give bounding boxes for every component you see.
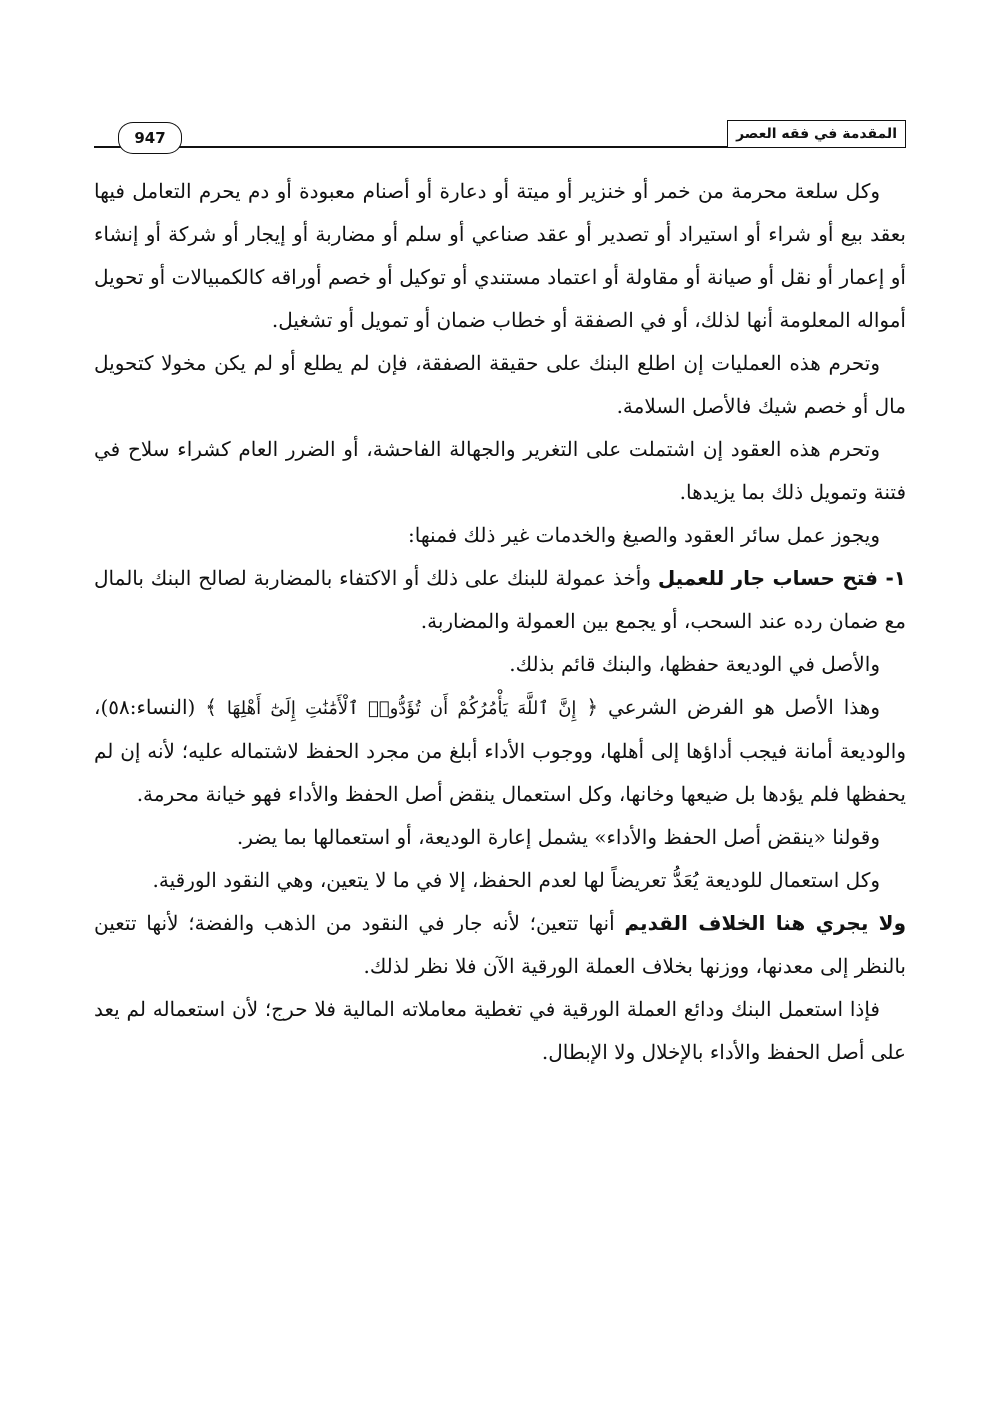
old-dispute-heading: ولا يجري هنا الخلاف القديم — [624, 911, 906, 935]
paragraph-paper-currency: فإذا استعمل البنك ودائع العملة الورقية في تغطية معاملاته المالية فلا حرج؛ لأن استعماله لم يعد على أصل الحفظ والأداء بالإخلال ولا الإبطال. — [94, 997, 906, 1064]
page-body — [94, 170, 906, 1074]
paragraph-permitted-intro: ويجوز عمل سائر العقود والصيغ والخدمات غير ذلك فمنها: — [407, 523, 880, 547]
old-dispute-text: أنها تتعين؛ لأنه جار في النقود من الذهب والفضة؛ لأنها تتعين بالنظر إلى معدنها، ووزنها بخلاف العملة الورقية الآن فلا نظر لذلك. — [94, 911, 906, 978]
sharia-duty-intro: وهذا الأصل هو الفرض الشرعي — [598, 695, 880, 719]
paragraph-deposit-principle: والأصل في الوديعة حفظها، والبنك قائم بذلك. — [509, 652, 880, 676]
paragraph-forbidden-contracts: وتحرم هذه العقود إن اشتملت على التغرير والجهالة الفاحشة، أو الضرر العام كشراء سلاح في فتنة وتمويل ذلك بما يزيدها. — [94, 437, 906, 504]
paragraph-sharia-duty — [94, 686, 906, 816]
paragraph-our-saying: وقولنا «ينقض أصل الحفظ والأداء» يشمل إعارة الوديعة، أو استعمالها بما يضر. — [236, 825, 880, 849]
paragraph-old-dispute — [94, 902, 906, 988]
quran-verse: إِنَّ ٱللَّهَ يَأْمُرُكُمْ أَن تُؤَدُّوا۟ ٱلْأَمَٰنَٰتِ إِلَىٰٓ أَهْلِهَا — [226, 698, 577, 719]
current-account-text: وأخذ عمولة للبنك على ذلك أو الاكتفاء بالمضاربة لصالح البنك بالمال مع ضمان رده عند السحب، أو يجمع بين العمولة والمضاربة. — [94, 566, 906, 633]
page-number: 947 — [118, 122, 182, 154]
paragraph-forbidden-goods: وكل سلعة محرمة من خمر أو خنزير أو ميتة أو دعارة أو أصنام معبودة أو دم يحرم التعامل فيها بعقد بيع أو شراء أو استيراد أو تصدير أو عقد صناعي أو سلم أو مضاربة أو إيجار أو شركة أو إنشاء أو إعمار أو نقل أو صيانة أو مقاولة أو اعتماد مستندي أو توكيل أو خصم أوراقه كالكمبيالات أو تحويل أمواله المعلومة أنها لذلك، أو في الصفقة أو خطاب ضمان أو تمويل أو تشغيل. — [94, 179, 906, 332]
paragraph-current-account — [94, 557, 906, 643]
verse-close-bracket: ﴾ — [205, 695, 217, 719]
paragraph-deposit-use: وكل استعمال للوديعة يُعَدُّ تعريضاً لها لعدم الحفظ، إلا في ما لا يتعين، وهي النقود الورقية. — [152, 868, 880, 892]
sharia-duty-text: والوديعة أمانة فيجب أداؤها إلى أهلها، ووجوب الأداء أبلغ من مجرد الحفظ لاشتماله عليه؛ لأنه إن لم يحفظها فلم يؤدها بل ضيعها وخانها، وكل استعمال ينقض أصل الحفظ والأداء فهو خيانة محرمة. — [94, 739, 906, 806]
running-header — [94, 118, 906, 148]
paragraph-forbidden-operations: وتحرم هذه العمليات إن اطلع البنك على حقيقة الصفقة، فإن لم يطلع أو لم يكن مخولا كتحويل مال أو خصم شيك فالأصل السلامة. — [94, 351, 906, 418]
book-title: المقدمة في فقه العصر — [727, 120, 906, 147]
verse-open-bracket: ﴿ — [586, 695, 599, 719]
verse-reference: (النساء:٥٨)، — [94, 695, 206, 719]
current-account-heading: ١- فتح حساب جار للعميل — [657, 566, 906, 590]
